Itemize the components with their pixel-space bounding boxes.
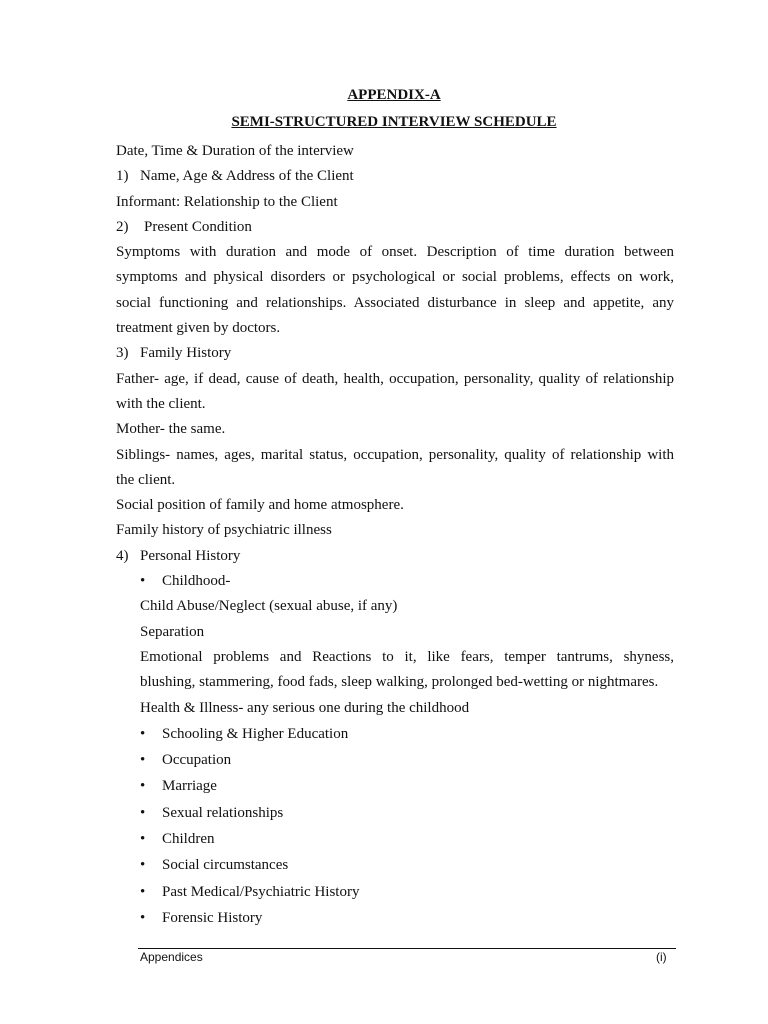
list-item-label: Marriage xyxy=(162,778,217,795)
list-item xyxy=(116,826,674,852)
appendix-title: APPENDIX-A xyxy=(347,87,441,103)
list-item xyxy=(116,852,674,878)
bullet-icon: • xyxy=(140,573,146,590)
section-3-title: Family History xyxy=(140,345,232,362)
section-1 xyxy=(116,164,674,189)
siblings-line-2: the client. xyxy=(116,471,176,488)
date-time-line: Date, Time & Duration of the interview xyxy=(116,143,354,159)
list-item-label: Past Medical/Psychiatric History xyxy=(162,883,360,900)
mother-line: Mother- the same. xyxy=(116,421,226,438)
bullet-icon: • xyxy=(140,857,146,874)
list-item xyxy=(116,773,674,799)
bullet-icon: • xyxy=(140,804,146,821)
list-item-label: Sexual relationships xyxy=(162,804,284,821)
section-2-number: 2) xyxy=(116,218,129,235)
section-1-number: 1) xyxy=(116,168,129,185)
section-1-title: Name, Age & Address of the Client xyxy=(140,168,354,185)
list-item xyxy=(116,721,674,747)
list-item-label: Social circumstances xyxy=(162,857,289,874)
list-item-label: Occupation xyxy=(162,752,232,769)
symptoms-line-1: Symptoms with duration and mode of onset. Description of time duration between xyxy=(116,244,674,261)
social-position-line: Social position of family and home atmosphere. xyxy=(116,497,404,514)
bullet-icon: • xyxy=(140,883,146,900)
personal-history-bullets xyxy=(116,721,674,931)
symptoms-line-3: social functioning and relationships. Associated disturbance in sleep and appetite, any xyxy=(116,294,674,311)
section-3 xyxy=(116,341,674,366)
list-item xyxy=(116,747,674,773)
father-line-2: with the client. xyxy=(116,395,206,412)
bullet-icon: • xyxy=(140,778,146,795)
siblings-line-1: Siblings- names, ages, marital status, occupation, personality, quality of relationship with xyxy=(116,446,674,463)
bullet-icon: • xyxy=(140,752,146,769)
list-item-label: Schooling & Higher Education xyxy=(162,725,349,742)
bullet-icon: • xyxy=(140,909,146,926)
bullet-icon: • xyxy=(140,831,146,848)
footer-divider xyxy=(138,948,676,949)
symptoms-line-4: treatment given by doctors. xyxy=(116,320,281,337)
childhood-label: Childhood- xyxy=(162,573,231,590)
childhood-bullet xyxy=(116,569,674,594)
list-item xyxy=(116,879,674,905)
schedule-title: SEMI-STRUCTURED INTERVIEW SCHEDULE xyxy=(231,114,557,130)
page-number: (i) xyxy=(656,950,667,964)
section-4-title: Personal History xyxy=(140,547,241,564)
family-psychiatric-line: Family history of psychiatric illness xyxy=(116,522,332,539)
list-item-label: Forensic History xyxy=(162,909,263,926)
separation-line: Separation xyxy=(140,623,205,640)
informant-line: Informant: Relationship to the Client xyxy=(116,193,338,210)
list-item-label: Children xyxy=(162,831,215,848)
health-illness-line: Health & Illness- any serious one during the childhood xyxy=(140,699,470,716)
child-abuse-line: Child Abuse/Neglect (sexual abuse, if any) xyxy=(140,598,398,615)
section-2 xyxy=(116,215,674,240)
footer-label: Appendices xyxy=(140,950,203,964)
list-item xyxy=(116,800,674,826)
emotional-line-2: blushing, stammering, food fads, sleep walking, prolonged bed-wetting or nightmares. xyxy=(140,674,659,691)
symptoms-line-2: symptoms and physical disorders or psychological or social problems, effects on work, xyxy=(116,269,674,286)
father-line-1: Father- age, if dead, cause of death, health, occupation, personality, quality of relationship xyxy=(116,370,674,387)
section-4-number: 4) xyxy=(116,547,129,564)
document-body xyxy=(116,139,674,931)
section-4 xyxy=(116,544,674,569)
section-2-title: Present Condition xyxy=(144,218,252,235)
list-item xyxy=(116,905,674,931)
section-3-number: 3) xyxy=(116,345,129,362)
emotional-line-1: Emotional problems and Reactions to it, like fears, temper tantrums, shyness, xyxy=(140,648,674,665)
bullet-icon: • xyxy=(140,725,146,742)
